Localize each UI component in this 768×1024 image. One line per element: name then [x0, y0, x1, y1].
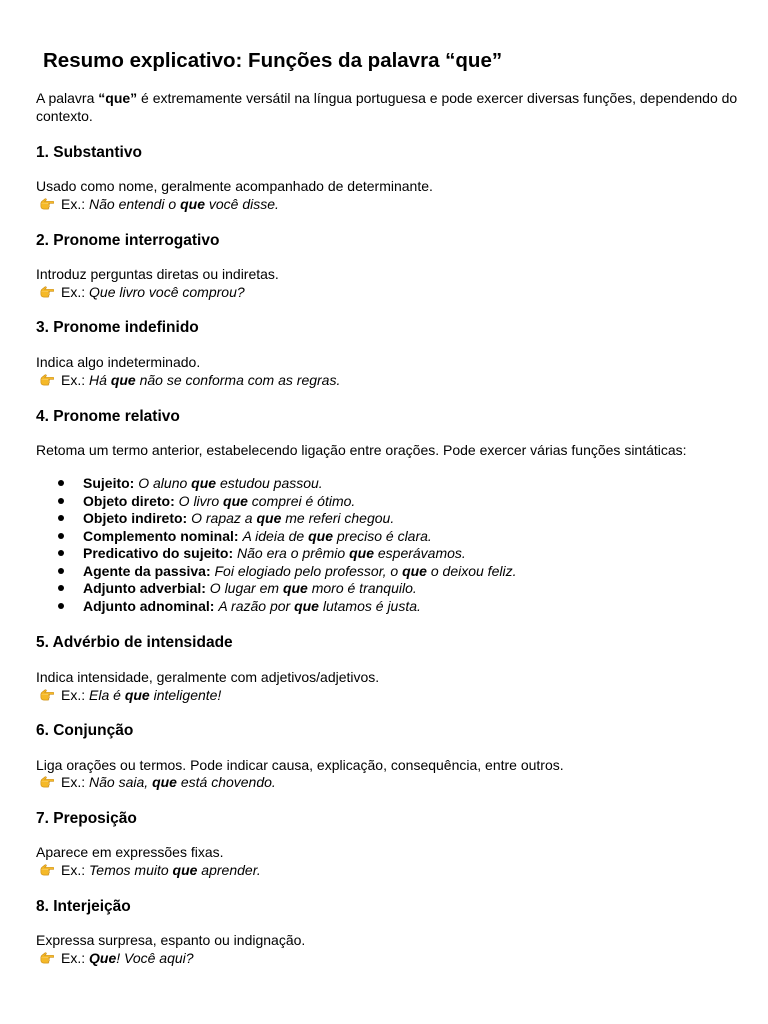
example-line: [40, 861, 261, 879]
example-prefix: Ex.:: [61, 284, 90, 300]
example-line: [40, 195, 279, 213]
section-description: Introduz perguntas diretas ou indiretas.: [36, 266, 279, 282]
bullet-dot: [58, 533, 64, 539]
example-line: [40, 283, 245, 301]
list-item-text: [83, 527, 432, 545]
example-text-start: Não entendi o: [89, 196, 181, 212]
list-item-text: [83, 492, 355, 510]
intro-paragraph: [36, 89, 748, 125]
example-keyword: que: [294, 597, 319, 614]
example-text-end: moro é tranquilo.: [307, 580, 417, 596]
example-keyword: que: [152, 774, 177, 790]
section-description: Usado como nome, geralmente acompanhado de determinante.: [36, 178, 433, 194]
example-text-start: Ela é: [89, 687, 125, 703]
example-text-start: A ideia de: [242, 527, 309, 544]
list-item-text: [83, 509, 394, 527]
section-heading-pronome-relativo: 4. Pronome relativo: [36, 408, 180, 425]
example-keyword: que: [402, 562, 427, 579]
section-description: Indica algo indeterminado.: [36, 354, 201, 370]
example-keyword: que: [172, 862, 198, 878]
example-prefix: Ex.:: [61, 774, 90, 790]
example-text-start: Não era o prêmio: [237, 545, 350, 561]
example-prefix: Ex.:: [61, 372, 90, 388]
function-label: Objeto indireto:: [83, 510, 188, 526]
example-text-end: esperávamos.: [373, 545, 466, 561]
bullet-dot: [58, 568, 64, 574]
example-line: [40, 371, 340, 389]
function-label: Objeto direto:: [83, 492, 175, 509]
function-label: Sujeito:: [83, 475, 135, 491]
intro-text-end: é extremamente versátil na língua portuguesa e pode exercer diversas funções, dependendo do contexto.: [36, 90, 738, 124]
example-keyword: que: [256, 510, 282, 526]
example-text-start: O aluno: [138, 475, 192, 491]
function-label: Adjunto adverbial:: [83, 580, 206, 596]
example-text-start: Temos muito: [89, 862, 173, 878]
pointing-hand-icon: [40, 951, 54, 965]
list-item-text: [83, 474, 323, 492]
example-text-start: Não saia,: [89, 774, 153, 790]
section-heading-adverbio-de-intensidade: 5. Advérbio de intensidade: [36, 634, 233, 651]
list-item-text: [83, 562, 516, 580]
bullet-dot: [58, 603, 64, 609]
example-prefix: Ex.:: [61, 196, 90, 212]
pointing-hand-icon: [40, 285, 54, 299]
bullet-dot: [58, 480, 64, 486]
example-text-end: ! Você aqui?: [116, 950, 194, 966]
section-description: Aparece em expressões fixas.: [36, 844, 224, 860]
section-description: Expressa surpresa, espanto ou indignação.: [36, 932, 306, 948]
function-label: Complemento nominal:: [83, 527, 239, 544]
example-prefix: Ex.:: [61, 950, 90, 966]
example-text-end: o deixou feliz.: [426, 562, 517, 579]
example-prefix: Ex.:: [61, 687, 90, 703]
bullet-dot: [58, 585, 64, 591]
example-text-end: não se conforma com as regras.: [135, 372, 341, 388]
example-text-end: estudou passou.: [216, 475, 323, 491]
section-description: Liga orações ou termos. Pode indicar causa, explicação, consequência, entre outros.: [36, 757, 564, 773]
section-heading-preposicao: 7. Preposição: [36, 810, 137, 827]
example-text-start: A razão por: [218, 597, 295, 614]
intro-text-start: A palavra: [36, 90, 99, 106]
section-heading-pronome-indefinido: 3. Pronome indefinido: [36, 319, 199, 336]
example-keyword: que: [223, 492, 248, 509]
example-line: [40, 686, 221, 704]
example-prefix: Ex.:: [61, 862, 90, 878]
bullet-dot: [58, 550, 64, 556]
page-title: Resumo explicativo: Funções da palavra “que”: [43, 49, 503, 72]
example-line: [40, 949, 194, 967]
example-keyword: que: [349, 545, 374, 561]
example-keyword: que: [124, 687, 150, 703]
example-text-end: preciso é clara.: [332, 527, 432, 544]
section-heading-substantivo: 1. Substantivo: [36, 144, 142, 161]
example-keyword: que: [180, 196, 205, 212]
bullet-dot: [58, 498, 64, 504]
example-line: [40, 773, 276, 791]
pointing-hand-icon: [40, 863, 54, 877]
pointing-hand-icon: [40, 373, 54, 387]
example-keyword: Que: [89, 950, 117, 966]
section-description: Retoma um termo anterior, estabelecendo ligação entre orações. Pode exercer várias funções sintáticas:: [36, 442, 687, 458]
example-keyword: que: [191, 475, 217, 491]
example-keyword: que: [282, 580, 308, 596]
example-text-start: Que livro você comprou?: [89, 284, 245, 300]
example-text-end: inteligente!: [149, 687, 222, 703]
function-label: Predicativo do sujeito:: [83, 545, 234, 561]
example-text-start: Foi elogiado pelo professor, o: [214, 562, 403, 579]
example-text-end: me referi chegou.: [281, 510, 395, 526]
example-text-end: você disse.: [204, 196, 279, 212]
example-text-start: O lugar em: [209, 580, 283, 596]
intro-keyword: “que”: [98, 90, 138, 106]
function-label: Agente da passiva:: [83, 562, 211, 579]
example-text-end: aprender.: [197, 862, 261, 878]
pointing-hand-icon: [40, 197, 54, 211]
list-item-text: [83, 579, 417, 597]
example-text-start: Há: [89, 372, 111, 388]
example-text-end: comprei é ótimo.: [247, 492, 356, 509]
section-heading-interjeicao: 8. Interjeição: [36, 898, 131, 915]
section-description: Indica intensidade, geralmente com adjetivos/adjetivos.: [36, 669, 380, 685]
example-text-end: lutamos é justa.: [318, 597, 421, 614]
example-text-end: está chovendo.: [176, 774, 276, 790]
example-keyword: que: [110, 372, 136, 388]
relative-functions-list: [58, 474, 738, 624]
list-item-text: [83, 597, 421, 615]
function-label: Adjunto adnominal:: [83, 597, 215, 614]
list-item-text: [83, 544, 466, 562]
example-text-start: O livro: [178, 492, 224, 509]
section-heading-conjuncao: 6. Conjunção: [36, 722, 134, 739]
section-heading-pronome-interrogativo: 2. Pronome interrogativo: [36, 232, 220, 249]
bullet-dot: [58, 515, 64, 521]
pointing-hand-icon: [40, 688, 54, 702]
example-keyword: que: [308, 527, 333, 544]
example-text-start: O rapaz a: [191, 510, 257, 526]
pointing-hand-icon: [40, 775, 54, 789]
